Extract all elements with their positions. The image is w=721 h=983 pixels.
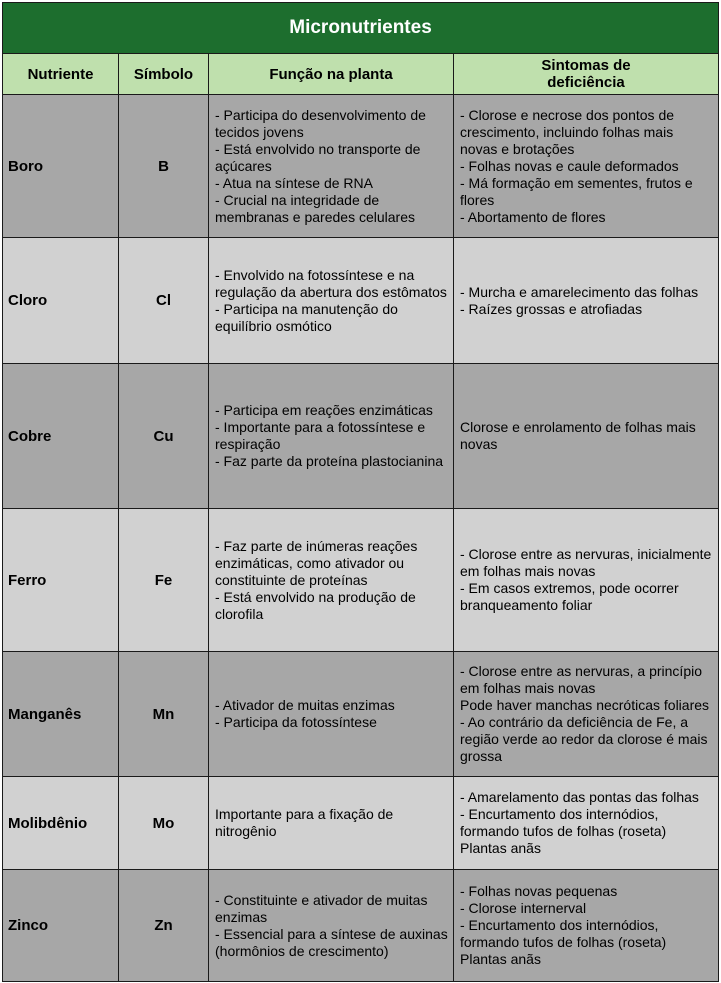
- symptoms-cell: [454, 364, 719, 509]
- symptom-line: - Clorose e necrose dos pontos de crescimento, incluindo folhas mais novas e brotações: [460, 106, 675, 157]
- symptoms-cell: [454, 509, 719, 652]
- nutrient-symbol: B: [119, 95, 209, 238]
- nutrient-name: Molibdênio: [3, 777, 119, 870]
- symptom-line: - Clorose entre as nervuras, inicialmente em folhas mais novas: [460, 546, 712, 579]
- table-row: [3, 652, 719, 777]
- header-sintomas: [454, 54, 719, 95]
- function-line: - Faz parte de inúmeras reações enzimáticas, como ativador ou constituinte de proteínas: [215, 537, 418, 588]
- function-line: - Está envolvido na produção de clorofila: [215, 588, 416, 622]
- function-line: - Participa da fotossíntese: [215, 714, 377, 730]
- table-row: [3, 870, 719, 982]
- function-cell: [209, 777, 454, 870]
- symptom-line: - Folhas novas e caule deformados: [460, 157, 679, 174]
- function-line: - Participa em reações enzimáticas: [215, 402, 433, 418]
- symptoms-cell: [454, 870, 719, 982]
- table-row: [3, 364, 719, 509]
- micronutrients-table: [2, 2, 719, 982]
- function-line: - Crucial na integridade de membranas e paredes celulares: [215, 191, 415, 225]
- symptoms-cell: [454, 238, 719, 364]
- symptom-line: - Folhas novas pequenas: [460, 883, 618, 899]
- symptom-line: - Ao contrário da deficiência de Fe, a região verde ao redor da clorose é mais grossa: [460, 714, 708, 764]
- function-line: Importante para a fixação de nitrogênio: [215, 806, 394, 839]
- function-cell: [209, 870, 454, 982]
- nutrient-symbol: Cl: [119, 238, 209, 364]
- header-simbolo: Símbolo: [119, 54, 209, 95]
- function-cell: [209, 652, 454, 777]
- symptom-line: - Clorose internerval: [460, 900, 587, 916]
- function-cell: [209, 364, 454, 509]
- symptom-line: Clorose e enrolamento de folhas mais novas: [460, 419, 696, 452]
- function-line: - Essencial para a síntese de auxinas (hormônios de crescimento): [215, 925, 448, 959]
- nutrient-name: Ferro: [3, 509, 119, 652]
- nutrient-name: Cloro: [3, 238, 119, 364]
- symptom-line: - Em casos extremos, pode ocorrer branqueamento foliar: [460, 580, 679, 613]
- function-line: - Faz parte da proteína plastocianina: [215, 453, 444, 469]
- symptom-line: Plantas anãs: [460, 951, 541, 967]
- table-row: [3, 777, 719, 870]
- nutrient-symbol: Cu: [119, 364, 209, 509]
- function-line: - Importante para a fotossíntese e respiração: [215, 419, 426, 452]
- nutrient-symbol: Fe: [119, 509, 209, 652]
- symptom-line: - Clorose entre as nervuras, a princípio em folhas mais novas: [460, 663, 702, 696]
- nutrient-symbol: Zn: [119, 870, 209, 982]
- symptom-line: - Má formação em sementes, frutos e flores: [460, 174, 693, 208]
- function-cell: [209, 95, 454, 238]
- symptom-line: - Encurtamento dos internódios, formando tufos de folhas (roseta): [460, 806, 667, 839]
- nutrient-name: Zinco: [3, 870, 119, 982]
- table-row: [3, 95, 719, 238]
- symptoms-cell: [454, 777, 719, 870]
- symptom-line: - Encurtamento dos internódios, formando tufos de folhas (roseta): [460, 917, 667, 950]
- symptom-line: - Murcha e amarelecimento das folhas: [460, 283, 699, 300]
- table-row: [3, 238, 719, 364]
- symptoms-cell: [454, 95, 719, 238]
- table-title: Micronutrientes: [3, 3, 719, 54]
- function-line: - Constituinte e ativador de muitas enzimas: [215, 891, 428, 925]
- symptoms-cell: [454, 652, 719, 777]
- header-nutriente: Nutriente: [3, 54, 119, 95]
- header-sintomas-text: Sintomas de deficiência: [541, 57, 631, 91]
- nutrient-symbol: Mn: [119, 652, 209, 777]
- table-body: [3, 95, 719, 982]
- symptom-line: Pode haver manchas necróticas foliares: [460, 697, 710, 713]
- function-line: - Envolvido na fotossíntese e na regulação da abertura dos estômatos: [215, 266, 447, 300]
- function-line: - Ativador de muitas enzimas: [215, 697, 395, 713]
- symptom-line: Plantas anãs: [460, 840, 541, 856]
- symptom-line: - Abortamento de flores: [460, 208, 606, 225]
- nutrient-name: Manganês: [3, 652, 119, 777]
- nutrient-name: Cobre: [3, 364, 119, 509]
- function-line: - Participa na manutenção do equilíbrio osmótico: [215, 300, 398, 334]
- function-line: - Atua na síntese de RNA: [215, 174, 373, 191]
- nutrient-name: Boro: [3, 95, 119, 238]
- function-line: - Participa do desenvolvimento de tecidos jovens: [215, 106, 426, 140]
- function-cell: [209, 238, 454, 364]
- symptom-line: - Amarelamento das pontas das folhas: [460, 789, 699, 805]
- function-cell: [209, 509, 454, 652]
- nutrient-symbol: Mo: [119, 777, 209, 870]
- function-line: - Está envolvido no transporte de açúcares: [215, 140, 421, 174]
- table-row: [3, 509, 719, 652]
- symptom-line: - Raízes grossas e atrofiadas: [460, 300, 643, 317]
- header-funcao: Função na planta: [209, 54, 454, 95]
